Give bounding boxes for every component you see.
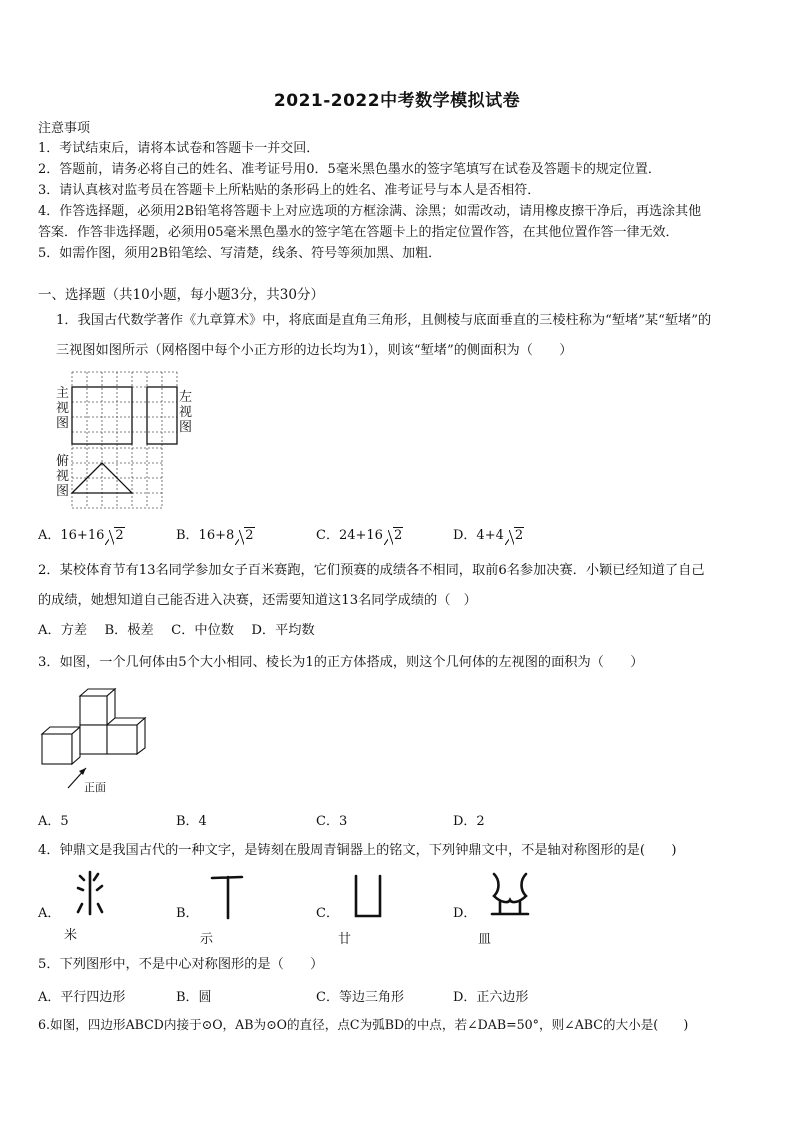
q1-option-d[interactable]: D．4+4 2 <box>453 528 524 543</box>
q4-option-d[interactable]: D． <box>453 906 477 921</box>
q5-option-c[interactable]: C．等边三角形 <box>316 990 404 1005</box>
note-item: 5．如需作图，须用2B铅笔绘、写清楚，线条、符号等须加黑、加粗． <box>38 246 442 261</box>
q2-options[interactable]: A．方差 B．极差 C．中位数 D．平均数 <box>38 623 315 638</box>
left-view-rect <box>147 387 177 444</box>
q3-stem: 3．如图，一个几何体由5个大小相同、棱长为1的正方体搭成，则这个几何体的左视图的面积为（ ） <box>38 655 644 670</box>
q1-three-view-figure <box>54 368 204 510</box>
q3-option-a[interactable]: A．5 <box>38 814 69 829</box>
sqrt-symbol: 2 <box>235 528 254 543</box>
front-view-label: 主 视 图 <box>56 386 70 431</box>
note-item: 2．答题前，请务必将自己的姓名、准考证号用0．5毫米黑色墨水的签字笔填写在试卷及答题卡的规定位置． <box>38 162 661 177</box>
bronze-glyph-min-icon <box>486 868 534 920</box>
q4-caption-b: 示 <box>200 932 214 947</box>
q4-caption-d: 皿 <box>478 932 492 947</box>
sqrt-symbol: 2 <box>505 528 524 543</box>
q4-stem: 4．钟鼎文是我国古代的一种文字，是铸刻在殷周青铜器上的铭文，下列钟鼎文中，不是轴对称图形的是( ) <box>38 843 677 858</box>
q6-stem: 6.如图，四边形ABCD内接于⊙O，AB为⊙O的直径，点C为弧BD的中点，若∠DAB=50°，则∠ABC的大小是( ) <box>38 1017 689 1032</box>
front-view-rect <box>72 387 132 444</box>
q3-option-d[interactable]: D．2 <box>453 814 485 829</box>
q4-option-b[interactable]: B． <box>176 906 199 921</box>
left-view-label: 左 视 图 <box>179 390 193 435</box>
page-title: 2021-2022中考数学模拟试卷 <box>273 91 521 111</box>
q3-option-c[interactable]: C．3 <box>316 814 348 829</box>
q2-stem-line2: 的成绩，她想知道自己能否进入决赛，还需要知道这13名同学成绩的（ ） <box>38 593 477 608</box>
section-heading: 一、选择题（共10小题，每小题3分，共30分） <box>38 287 324 303</box>
note-item: 1．考试结束后，请将本试卷和答题卡一并交回． <box>38 141 320 156</box>
q1-option-c[interactable]: C．24+16 2 <box>316 528 403 543</box>
notes-heading: 注意事项 <box>38 121 91 136</box>
note-item: 4．作答选择题，必须用2B铅笔将答题卡上对应选项的方框涂满、涂黑；如需改动，请用橡皮擦干净后，再选涂其他 <box>38 204 702 219</box>
q1-option-a[interactable]: A．16+16 2 <box>38 528 124 543</box>
q5-option-d[interactable]: D．正六边形 <box>453 990 529 1005</box>
bronze-glyph-shi-icon <box>208 872 248 922</box>
bronze-glyph-mi-icon <box>70 868 110 920</box>
q2-stem-line1: 2．某校体育节有13名同学参加女子百米赛跑，它们预赛的成绩各不相同，取前6名参加决赛．小颖已经知道了自己 <box>38 563 705 578</box>
q3-option-b[interactable]: B．4 <box>176 814 207 829</box>
top-view-label: 俯 视 图 <box>56 454 70 499</box>
q4-option-a[interactable]: A． <box>38 906 61 921</box>
q4-caption-a: 米 <box>64 928 78 943</box>
sqrt-symbol: 2 <box>384 528 403 543</box>
front-direction-label: 正面 <box>84 781 106 794</box>
q4-caption-c: 廿 <box>338 932 352 947</box>
q5-option-b[interactable]: B．圆 <box>176 990 212 1005</box>
note-item: 答案．作答非选择题，必须用05毫米黑色墨水的签字笔在答题卡上的指定位置作答，在其他位置作答一律无效． <box>38 225 679 240</box>
q3-cube-figure <box>38 682 154 798</box>
bronze-glyph-nian-icon <box>348 872 388 922</box>
q1-option-b[interactable]: B．16+8 2 <box>176 528 254 543</box>
note-item: 3．请认真核对监考员在答题卡上所粘贴的条形码上的姓名、准考证号与本人是否相符． <box>38 183 541 198</box>
q1-stem-line2: 三视图如图所示（网格图中每个小正方形的边长均为1），则该“堑堵”的侧面积为（ ） <box>56 343 573 358</box>
q4-option-c[interactable]: C． <box>316 906 339 921</box>
q5-option-a[interactable]: A．平行四边形 <box>38 990 126 1005</box>
sqrt-symbol: 2 <box>105 528 124 543</box>
q5-stem: 5．下列图形中，不是中心对称图形的是（ ） <box>38 957 324 972</box>
q1-stem-line1: 1．我国古代数学著作《九章算术》中，将底面是直角三角形，且侧棱与底面垂直的三棱柱称为“堑堵”某“堑堵”的 <box>56 313 712 328</box>
